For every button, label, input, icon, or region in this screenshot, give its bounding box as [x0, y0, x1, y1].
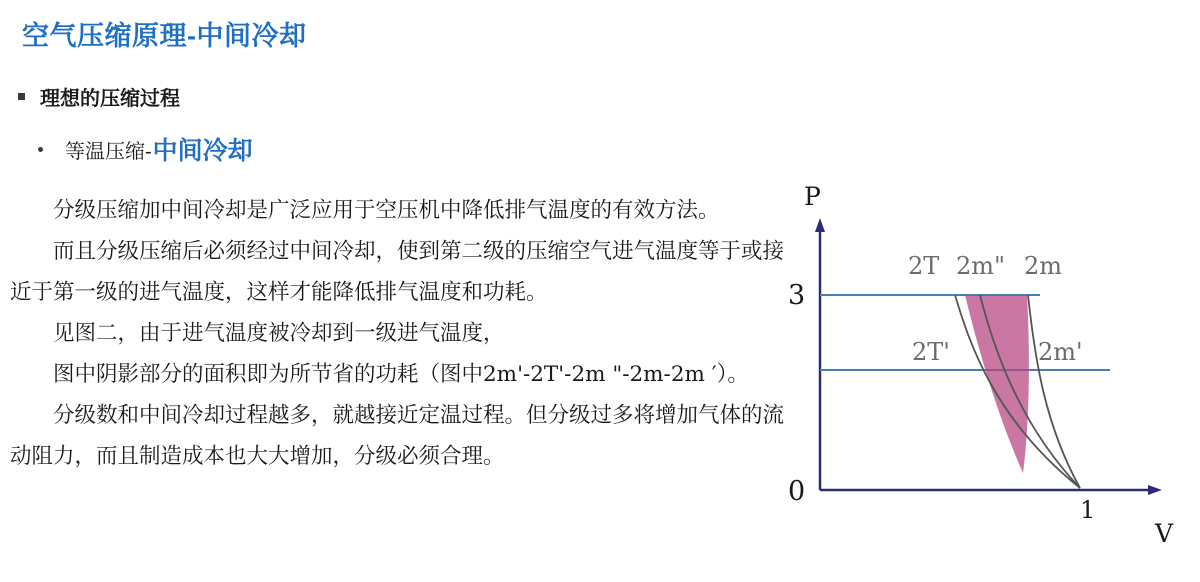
svg-text:2m': 2m' — [1038, 338, 1083, 366]
bullet-level1 — [18, 82, 180, 111]
svg-text:V: V — [1155, 519, 1174, 548]
svg-text:P: P — [804, 182, 821, 211]
paragraph-3: 见图二，由于进气温度被冷却到一级进气温度， — [53, 321, 505, 346]
svg-text:1: 1 — [1080, 496, 1096, 524]
body-text — [10, 190, 785, 477]
paragraph-1: 分级压缩加中间冷却是广泛应用于空压机中降低排气温度的有效方法。 — [53, 198, 720, 223]
paragraph-4: 图中阴影部分的面积即为所节省的功耗（图中2m'-2T'-2m "-2m-2m ′）。 — [53, 362, 749, 387]
bullet-level2-plain: 等温压缩- — [65, 140, 152, 163]
dot-bullet-icon — [38, 147, 43, 152]
svg-text:2T: 2T — [908, 252, 940, 280]
svg-text:2T': 2T' — [912, 338, 950, 366]
svg-text:0: 0 — [788, 476, 806, 507]
svg-text:2m": 2m" — [956, 252, 1006, 280]
page-title: 空气压缩原理-中间冷却 — [22, 21, 307, 51]
bullet-level2-highlight: 中间冷却 — [152, 137, 253, 165]
bullet-level2 — [38, 131, 253, 167]
svg-text:3: 3 — [788, 280, 806, 311]
paragraph-5: 分级数和中间冷却过程越多，就越接近定温过程。但分级过多将增加气体的流动阻力，而且制造成本也大大增加，分级必须合理。 — [10, 403, 785, 469]
bullet-level1-label: 理想的压缩过程 — [40, 88, 180, 110]
pv-diagram — [780, 170, 1190, 560]
paragraph-2: 而且分级压缩后必须经过中间冷却，使到第二级的压缩空气进气温度等于或接近于第一级的进气温度，这样才能降低排气温度和功耗。 — [10, 239, 785, 305]
square-bullet-icon — [18, 93, 25, 100]
svg-text:2m: 2m — [1024, 252, 1063, 280]
